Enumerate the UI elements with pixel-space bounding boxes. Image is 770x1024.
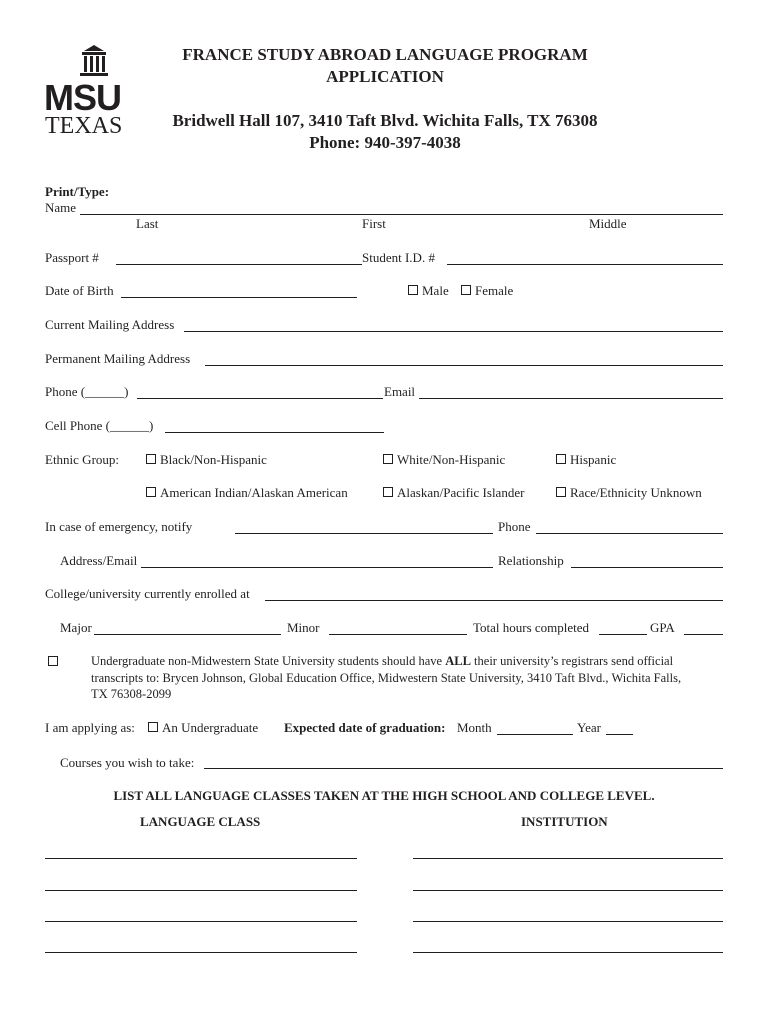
checkbox-icon: [556, 487, 566, 497]
checkbox-icon: [146, 487, 156, 497]
institution-field[interactable]: [413, 921, 723, 922]
logo-texas: TEXAS: [45, 113, 123, 139]
checkbox-icon: [556, 454, 566, 464]
transcript-note-line3: TX 76308-2099: [91, 687, 172, 701]
male-label: Male: [422, 283, 449, 298]
ethnic-hispanic-checkbox[interactable]: [556, 452, 616, 468]
major-field[interactable]: [94, 634, 281, 635]
language-class-header: LANGUAGE CLASS: [140, 814, 261, 829]
emergency-phone-field[interactable]: [536, 533, 723, 534]
transcript-text-pre: Undergraduate non-Midwestern State University students should have: [91, 654, 443, 668]
form-title-line2: APPLICATION: [326, 67, 444, 86]
month-field[interactable]: [497, 734, 573, 735]
college-field[interactable]: [265, 600, 723, 601]
ethnic-american-indian-checkbox[interactable]: [146, 485, 348, 501]
passport-label: Passport #: [45, 250, 99, 265]
transcript-note-line2: transcripts to: Brycen Johnson, Global Education Office, Midwestern State University, 3410 Taft Blvd., Wichita Falls,: [91, 671, 682, 685]
undergraduate-checkbox[interactable]: [148, 720, 258, 736]
language-section-heading: LIST ALL LANGUAGE CLASSES TAKEN AT THE HIGH SCHOOL AND COLLEGE LEVEL.: [113, 788, 655, 803]
relationship-label: Relationship: [498, 553, 564, 568]
ethnic-pacific-islander-checkbox[interactable]: [383, 485, 524, 501]
office-phone: Phone: 940-397-4038: [309, 133, 461, 152]
expected-graduation-label: Expected date of graduation:: [284, 720, 446, 735]
transcript-text-post: their university’s registrars send official: [474, 654, 674, 668]
phone-field[interactable]: [137, 398, 383, 399]
email-field[interactable]: [419, 398, 723, 399]
ethnic-option-label: Black/Non-Hispanic: [160, 452, 267, 467]
checkbox-icon: [383, 454, 393, 464]
dob-field[interactable]: [121, 297, 357, 298]
institution-field[interactable]: [413, 858, 723, 859]
form-title-line1: FRANCE STUDY ABROAD LANGUAGE PROGRAM: [182, 45, 588, 64]
year-field[interactable]: [606, 734, 633, 735]
total-hours-label: Total hours completed: [473, 620, 590, 635]
minor-label: Minor: [287, 620, 320, 635]
ethnic-option-label: White/Non-Hispanic: [397, 452, 506, 467]
gpa-label: GPA: [650, 620, 675, 635]
courses-field[interactable]: [204, 768, 723, 769]
institution-field[interactable]: [413, 952, 723, 953]
year-label: Year: [577, 720, 601, 735]
name-middle-caption: Middle: [589, 216, 627, 231]
dob-label: Date of Birth: [45, 283, 114, 298]
institution-header: INSTITUTION: [521, 814, 608, 829]
language-class-field[interactable]: [45, 921, 357, 922]
checkbox-icon: [383, 487, 393, 497]
major-label: Major: [60, 620, 92, 635]
ethnic-option-label: Race/Ethnicity Unknown: [570, 485, 702, 500]
institution-field[interactable]: [413, 890, 723, 891]
permanent-address-field[interactable]: [205, 365, 723, 366]
total-hours-field[interactable]: [599, 634, 647, 635]
emergency-phone-label: Phone: [498, 519, 531, 534]
female-checkbox[interactable]: [461, 283, 513, 299]
student-id-field[interactable]: [447, 264, 723, 265]
current-address-field[interactable]: [184, 331, 723, 332]
ethnic-option-label: Alaskan/Pacific Islander: [397, 485, 525, 500]
emergency-address-label: Address/Email: [60, 553, 138, 568]
cell-phone-label: Cell Phone (______): [45, 418, 154, 433]
courses-label: Courses you wish to take:: [60, 755, 195, 770]
permanent-address-label: Permanent Mailing Address: [45, 351, 191, 366]
checkbox-icon: [148, 722, 158, 732]
email-label: Email: [384, 384, 416, 399]
emergency-label: In case of emergency, notify: [45, 519, 193, 534]
language-class-field[interactable]: [45, 858, 357, 859]
gpa-field[interactable]: [684, 634, 723, 635]
language-class-field[interactable]: [45, 890, 357, 891]
checkbox-icon: [146, 454, 156, 464]
relationship-field[interactable]: [571, 567, 723, 568]
ethnic-unknown-checkbox[interactable]: [556, 485, 702, 501]
student-id-label: Student I.D. #: [362, 250, 435, 265]
current-address-label: Current Mailing Address: [45, 317, 175, 332]
office-address: Bridwell Hall 107, 3410 Taft Blvd. Wichita Falls, TX 76308: [172, 111, 598, 130]
male-checkbox[interactable]: [408, 283, 449, 299]
checkbox-icon: [48, 656, 58, 666]
print-type-label: Print/Type:: [45, 184, 110, 199]
transcript-note-line1: [91, 654, 673, 669]
emergency-contact-field[interactable]: [235, 533, 493, 534]
minor-field[interactable]: [329, 634, 467, 635]
name-last-caption: Last: [136, 216, 159, 231]
female-label: Female: [475, 283, 514, 298]
emergency-address-field[interactable]: [141, 567, 493, 568]
ethnic-option-label: Hispanic: [570, 452, 617, 467]
college-label: College/university currently enrolled at: [45, 586, 250, 601]
logo-msu: MSU: [44, 77, 121, 118]
cell-phone-field[interactable]: [165, 432, 384, 433]
name-first-caption: First: [362, 216, 386, 231]
ethnic-group-label: Ethnic Group:: [45, 452, 120, 467]
month-label: Month: [457, 720, 492, 735]
ethnic-black-checkbox[interactable]: [146, 452, 267, 468]
ethnic-white-checkbox[interactable]: [383, 452, 505, 468]
passport-field[interactable]: [116, 264, 362, 265]
checkbox-icon: [461, 285, 471, 295]
transcript-checkbox[interactable]: [48, 654, 62, 670]
phone-label: Phone (______): [45, 384, 129, 399]
transcript-all: ALL: [445, 654, 471, 668]
undergraduate-label: An Undergraduate: [162, 720, 259, 735]
name-label: Name: [45, 200, 77, 215]
checkbox-icon: [408, 285, 418, 295]
name-field[interactable]: [80, 214, 723, 215]
ethnic-option-label: American Indian/Alaskan American: [160, 485, 348, 500]
language-class-field[interactable]: [45, 952, 357, 953]
applying-as-label: I am applying as:: [45, 720, 135, 735]
